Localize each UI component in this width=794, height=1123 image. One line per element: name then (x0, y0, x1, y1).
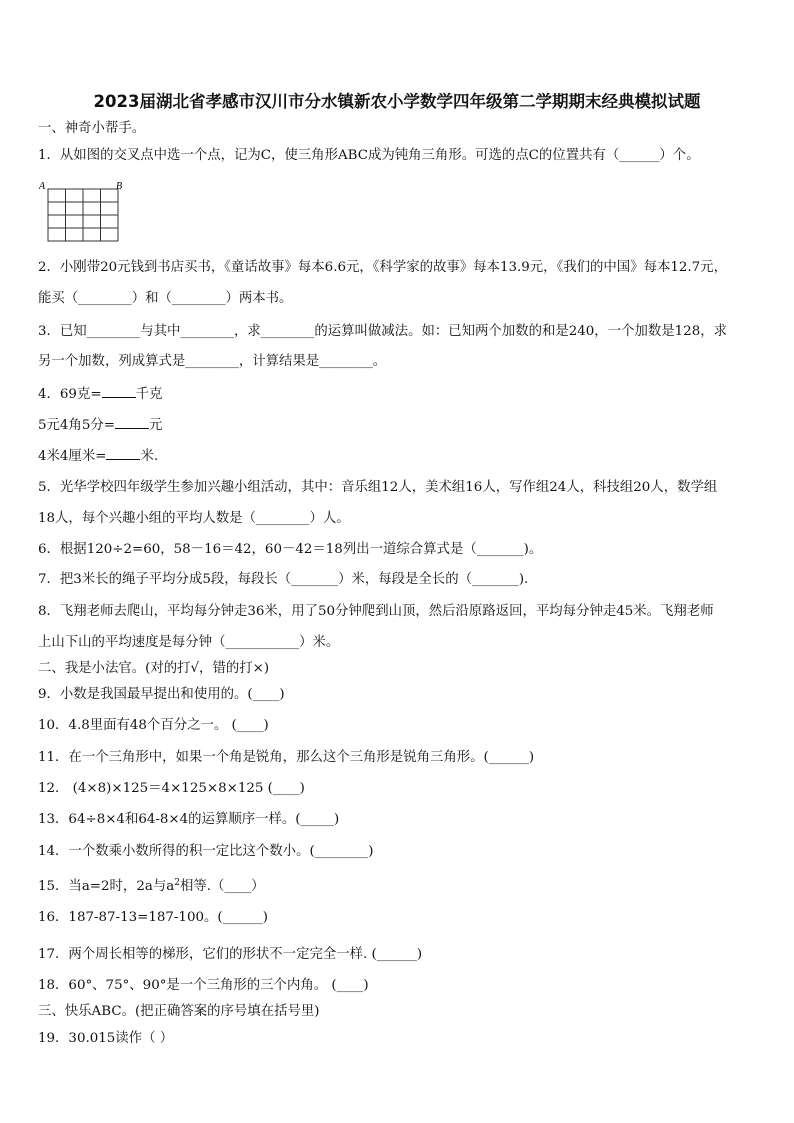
question-2-line-1: 2．小刚带20元钱到书店买书，《童话故事》每本6.6元，《科学家的故事》每本13.9元，《我们的中国》每本12.7元， (38, 260, 727, 275)
question-3-line-1: 3．已知________与其中________，求________的运算叫做减法。如：已知两个加数的和是240，一个加数是128，求 (38, 324, 727, 339)
point-b-label: B (116, 181, 123, 192)
section-heading-1: 一、神奇小帮手。 (38, 121, 146, 136)
question-15-text-a: 15．当a=2时，2a与a (38, 879, 175, 894)
question-14: 14．一个数乘小数所得的积一定比这个数小。(________) (38, 844, 374, 859)
question-4a-text: 4．69克= (38, 387, 102, 402)
question-17: 17．两个周长相等的梯形，它们的形状不一定完全一样. (______) (38, 947, 423, 962)
question-6: 6．根据120÷2=60，58－16＝42，60－42＝18列出一道综合算式是（_______)。 (38, 542, 543, 557)
question-12: 12． (4×8)×125＝4×125×8×125 (____) (38, 781, 305, 796)
question-11: 11．在一个三角形中，如果一个角是锐角，那么这个三角形是锐角三角形。(______) (38, 750, 535, 765)
answer-blank (102, 385, 136, 398)
point-a-label: A (39, 181, 46, 192)
question-1: 1．从如图的交叉点中选一个点，记为C，使三角形ABC成为钝角三角形。可选的点C的位置共有（______）个。 (38, 148, 700, 163)
section-heading-3: 三、快乐ABC。(把正确答案的序号填在括号里) (38, 1004, 320, 1019)
question-13: 13．64÷8×4和64-8×4的运算顺序一样。(_____) (38, 812, 340, 827)
question-4-line-2 (38, 416, 162, 435)
question-10: 10．4.8里面有48个百分之一。 (____) (38, 718, 269, 733)
answer-blank (106, 447, 140, 460)
question-7: 7．把3米长的绳子平均分成5段，每段长（_______）米，每段是全长的（_______). (38, 572, 529, 587)
question-15-text-b: 相等.（____） (179, 879, 265, 894)
question-4b-text: 5元4角5分= (38, 418, 115, 433)
section-heading-2: 二、我是小法官。(对的打√，错的打×) (38, 661, 270, 676)
question-9: 9．小数是我国最早提出和使用的。(____) (38, 687, 285, 702)
question-4-line-3 (38, 447, 158, 466)
question-5-line-2: 18人，每个兴趣小组的平均人数是（________）人。 (38, 511, 350, 526)
exponent: 2 (174, 878, 180, 888)
question-8-line-1: 8．飞翔老师去爬山，平均每分钟走36米，用了50分钟爬到山顶，然后沿原路返回，平均每分钟走45米。飞翔老师 (38, 604, 714, 619)
question-19: 19．30.015读作（ ） (38, 1031, 174, 1046)
grid-figure (38, 179, 128, 245)
question-4a-unit: 千克 (135, 387, 163, 402)
question-2-line-2: 能买（________）和（________）两本书。 (38, 291, 293, 306)
question-3-line-2: 另一个加数，列成算式是________，计算结果是________。 (38, 354, 387, 369)
question-15 (38, 874, 265, 896)
question-8-line-2: 上山下山的平均速度是每分钟（___________）米。 (38, 635, 340, 650)
question-18: 18．60°、75°、90°是一个三角形的三个内角。 (____) (38, 978, 369, 993)
question-4c-unit: 米. (140, 449, 159, 464)
question-4b-unit: 元 (148, 418, 163, 433)
page-title: 2023届湖北省孝感市汉川市分水镇新农小学数学四年级第二学期期末经典模拟试题 (93, 92, 701, 111)
answer-blank (115, 416, 149, 429)
question-5-line-1: 5．光华学校四年级学生参加兴趣小组活动，其中：音乐组12人，美术组16人，写作组24人，科技组20人，数学组 (38, 480, 718, 495)
question-4-line-1 (38, 385, 162, 404)
question-16: 16．187-87-13=187-100。(______) (38, 910, 268, 925)
question-4c-text: 4米4厘米= (38, 449, 107, 464)
